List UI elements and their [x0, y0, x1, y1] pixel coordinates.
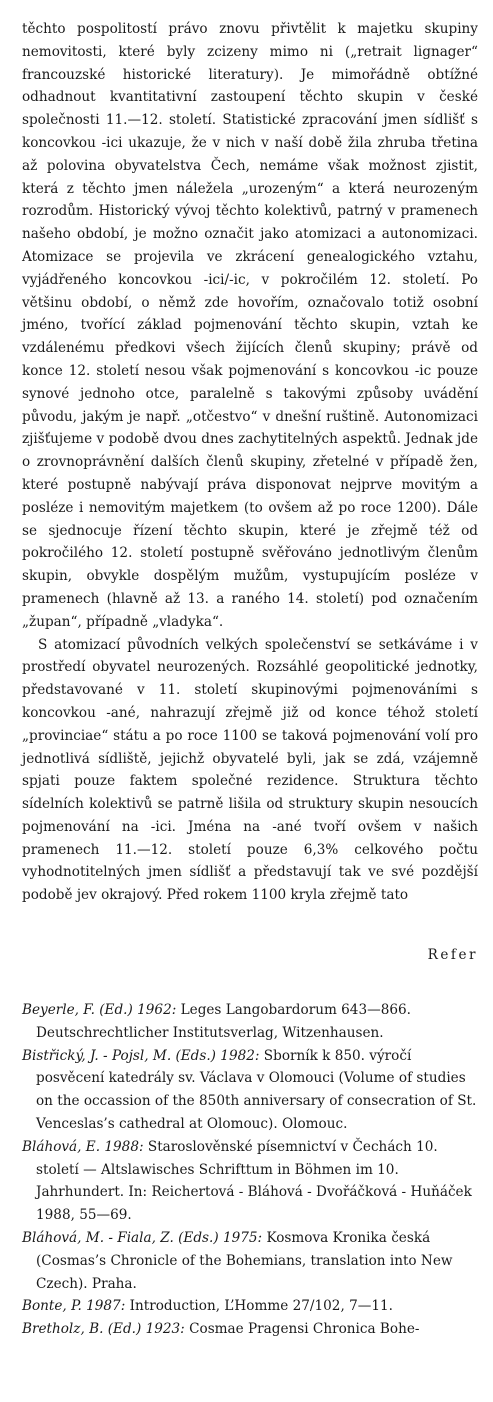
reference-text: Introduction, L’Homme 27/102, 7—11.: [125, 1298, 393, 1315]
reference-text: Sborník k 850. výročí posvěcení katedrály sv. Václava v Olomouci (Volume of studies on the occassion of the 850th anniversary of consecration of St. Venceslas’s cathedral at Olomouc). Olomouc.: [36, 1047, 477, 1133]
reference-entry: [22, 999, 478, 1045]
reference-author: Bláhová, E. 1988:: [22, 1138, 144, 1155]
reference-author: Bláhová, M. - Fiala, Z. (Eds.) 1975:: [22, 1230, 263, 1247]
paragraph: S atomizací původních velkých společenství se setkáváme i v prostředí obyvatel neurozených. Rozsáhlé geopolitické jednotky, představované v 11. století skupinovými pojmenováními s koncovkou -ané, nahrazují zřejmě již od konce téhož století „provinciae“ státu a po roce 1100 se taková pojmenování volí pro jednotlivá sídliště, jejichž obyvatelé byli, jak se zdá, vzájemně spjati pouze faktem společné rezidence. Struktura těchto sídelních kolektivů se patrně lišila od struktury skupin nesoucích pojmenování na -ici. Jména na -ané tvoří ovšem v našich pramenech 11.—12. století pouze 6,3% celkového počtu vyhodnotitelných jmen sídlišť a představují tak ve své pozdější podobě jev okrajový. Před rokem 1100 kryla zřejmě tato: [22, 636, 478, 904]
paragraph: těchto pospolitostí právo znovu přivtělit k majetku skupiny nemovitosti, které byly zcizeny mimo ni („retrait lignager“ francouzské historické literatury). Je mimořádně obtížné odhadnout kvantitativní zastoupení těchto skupin v české společnosti 11.—12. století. Statistické zpracování jmen sídlišť s koncovkou -ici ukazuje, že v nich v naší době žila zhruba třetina až polovina obyvatelstva Čech, nemáme však možnost zjistit, která z těchto jmen náležela „urozeným“ a která neurozeným rozrodům. Historický vývoj těchto kolektivů, patrný v pramenech našeho období, je možno označit jako atomizaci a autonomizaci. Atomizace se projevila ve zkrácení genealogického vztahu, vyjádřeného koncovkou -ici/-ic, v pokročilém 12. století. Po většinu období, o němž zde hovořím, označovalo totiž osobní jméno, tvořící základ pojmenování těchto skupin, vztah ke vzdálenému předkovi všech žijících členů skupiny; právě od konce 12. století nesou však pojmenování s koncovkou -ic pouze synové jednoho otce, paralelně s takovými způsoby uvádění původu, jakým je např. „otčestvo“ v dnešní ruštině. Autonomizaci zjišťujeme v podobě dvou dnes zachytitelných aspektů. Jednak jde o zrovnoprávnění dalších členů skupiny, zřetelné v případě žen, které postupně nabývají práva disponovat nejprve movitým a posléze i nemovitým majetkem (to ovšem až po roce 1200). Dále se sjednocuje řízení těchto skupin, které je zřejmě též od pokročilého 12. století postupně svěřováno jednotlivým členům skupin, obvykle dospělým mužům, vystupujícím posléze v pramenech (hlavně až 13. a raného 14. století) pod označením „župan“, případně „vladyka“.: [22, 21, 478, 630]
reference-author: Beyerle, F. (Ed.) 1962:: [22, 1002, 177, 1019]
reference-entry: [22, 1136, 478, 1227]
reference-text: Cosmae Pragensi Chronica Bohe-: [184, 1321, 420, 1338]
reference-text: Kosmova Kronika česká (Cosmas’s Chronicle of the Bohemians, translation into New Czech). Praha.: [36, 1230, 453, 1292]
reference-entry: [22, 1318, 478, 1341]
page: [22, 18, 478, 1341]
body-text: [22, 18, 478, 907]
reference-author: Bistřický, J. - Pojsl, M. (Eds.) 1982:: [22, 1047, 260, 1064]
reference-author: Bonte, P. 1987:: [22, 1298, 126, 1315]
references-list: [22, 999, 478, 1341]
reference-entry: [22, 1295, 478, 1318]
reference-entry: [22, 1227, 478, 1295]
reference-text: Leges Langobardorum 643—866. Deutschrechtlicher Institutsverlag, Witzenhausen.: [36, 1002, 411, 1041]
reference-author: Bretholz, B. (Ed.) 1923:: [22, 1321, 185, 1338]
reference-entry: [22, 1045, 478, 1136]
references-heading: Refer: [427, 947, 478, 964]
reference-text: Staroslověnské písemnictví v Čechách 10. století — Altslawisches Schrifttum in Böhmen im 10. Jahrhundert. In: Reichertová - Bláhová - Dvořáčková - Huňáček 1988, 55—69.: [36, 1138, 472, 1224]
